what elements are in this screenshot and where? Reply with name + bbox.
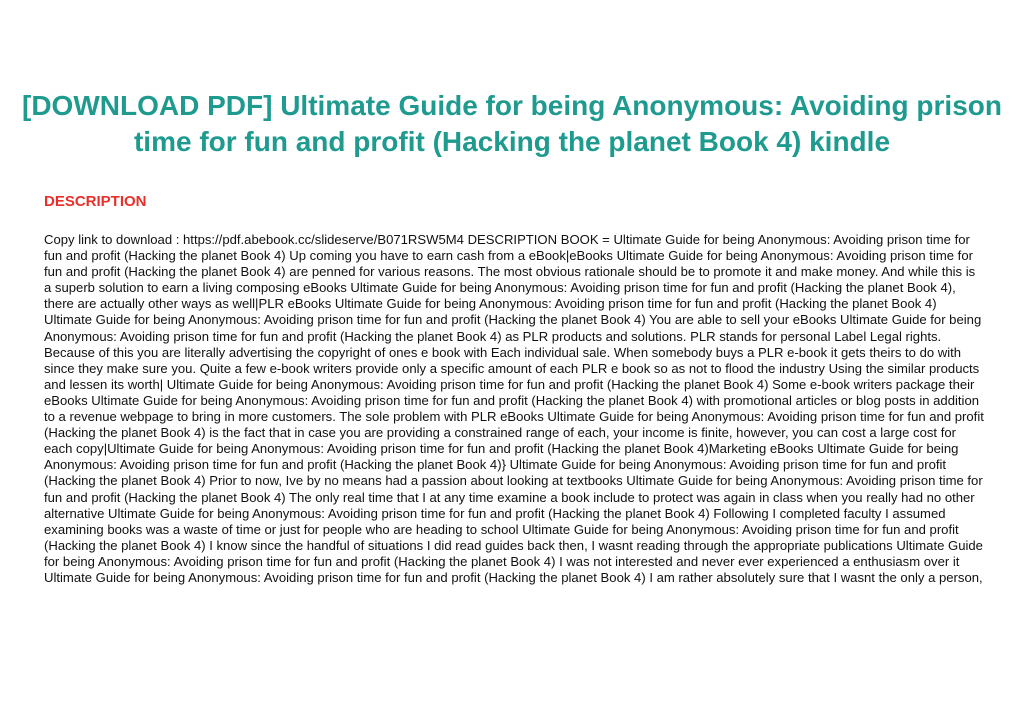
description-body: Copy link to download : https://pdf.abebook.cc/slideserve/B071RSW5M4 DESCRIPTION BOOK = Ultimate Guide for being Anonymous: Avoiding prison time for fun and profit (Hacking the planet Book 4) Up coming you have to earn cash from a eBook|eBooks Ultimate Guide for being Anonymous: Avoiding prison time for fun and profit (Hacking the planet Book 4) are penned for various reasons. The most obvious rationale should be to promote it and make money. And while this is a superb solution to earn a living composing eBooks Ultimate Guide for being Anonymous: Avoiding prison time for fun and profit (Hacking the planet Book 4), there are actually other ways as well|PLR eBooks Ultimate Guide for being Anonymous: Avoiding prison time for fun and profit (Hacking the planet Book 4) Ultimate Guide for being Anonymous: Avoiding prison time for fun and profit (Hacking the planet Book 4) You are able to sell your eBooks Ultimate Guide for being Anonymous: Avoiding prison time for fun and profit (Hacking the planet Book 4) as PLR products and solutions. PLR stands for personal Label Legal rights. Because of this you are literally advertising the copyright of ones e book with Each individual sale. When somebody buys a PLR e-book it gets theirs to do with since they make sure you. Quite a few e-book writers provide only a specific amount of each PLR e book so as not to flood the industry Using the similar products and lessen its worth| Ultimate Guide for being Anonymous: Avoiding prison time for fun and profit (Hacking the planet Book 4) Some e-book writers package their eBooks Ultimate Guide for being Anonymous: Avoiding prison time for fun and profit (Hacking the planet Book 4) with promotional articles or blog posts in addition to a revenue webpage to bring in more customers. The sole problem with PLR eBooks Ultimate Guide for being Anonymous: Avoiding prison time for fun and profit (Hacking the planet Book 4) is the fact that in case you are providing a constrained range of each, your income is finite, however, you can cost a large cost for each copy|Ultimate Guide for being Anonymous: Avoiding prison time for fun and profit (Hacking the planet Book 4)Marketing eBooks Ultimate Guide for being Anonymous: Avoiding prison time for fun and profit (Hacking the planet Book 4)} Ultimate Guide for being Anonymous: Avoiding prison time for fun and profit (Hacking the planet Book 4) Prior to now, Ive by no means had a passion about looking at textbooks Ultimate Guide for being Anonymous: Avoiding prison time for fun and profit (Hacking the planet Book 4) The only real time that I at any time examine a book include to protect was again in class when you really had no other alternative Ultimate Guide for being Anonymous: Avoiding prison time for fun and profit (Hacking the planet Book 4) Following I completed faculty I assumed examining books was a waste of time or just for people who are heading to school Ultimate Guide for being Anonymous: Avoiding prison time for fun and profit (Hacking the planet Book 4) I know since the handful of situations I did read guides back then, I wasnt reading through the appropriate publications Ultimate Guide for being Anonymous: Avoiding prison time for fun and profit (Hacking the planet Book 4) I was not interested and never ever experienced a enthusiasm over it Ultimate Guide for being Anonymous: Avoiding prison time for fun and profit (Hacking the planet Book 4) I am rather absolutely sure that I wasnt the only a person,	[44, 232, 984, 585]
document-title: [DOWNLOAD PDF] Ultimate Guide for being Anonymous: Avoiding prison time for fun and profit (Hacking the planet Book 4) kindle	[22, 90, 1002, 157]
description-heading: DESCRIPTION	[44, 193, 147, 210]
